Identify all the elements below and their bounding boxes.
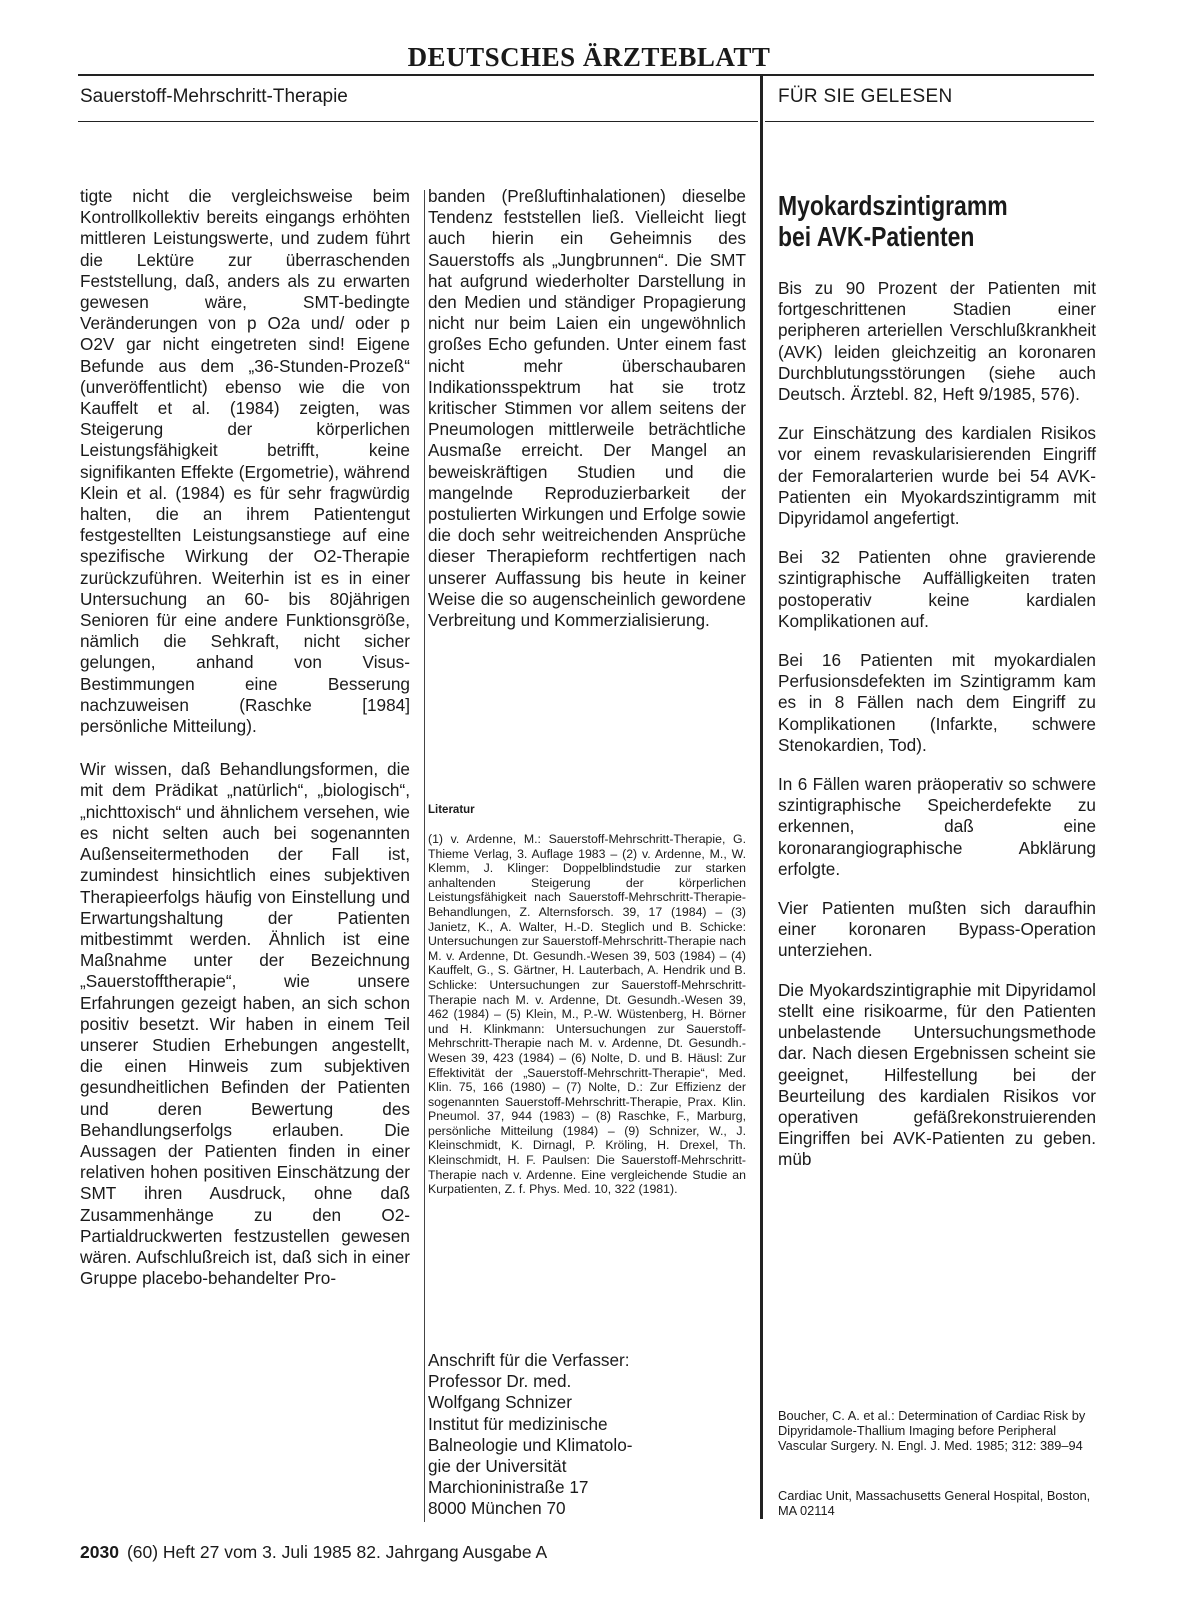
sidebar-reference: Boucher, C. A. et al.: Determination of Cardiac Risk by Dipyridamole-Thallium Imaging before Peripheral Vascular Surgery. N. Engl. J. Med. 1985; 312: 389–94 [778,1408,1086,1453]
masthead: DEUTSCHES ÄRZTEBLATT [407,42,771,72]
sidebar-paragraph: Zur Einschätzung des kardialen Risikos vor einem revaskularisierenden Eingriff der Femoralarterien wurde bei 54 AVK-Patienten ein Myokardszintigramm mit Dipyridamol angefertigt. [778,423,1096,529]
page-footer [80,1542,547,1563]
issue-info: (60) Heft 27 vom 3. Juli 1985 82. Jahrgang Ausgabe A [126,1542,548,1562]
title-line-1: Myokardszintigramm [778,190,1008,221]
page-number: 2030 [80,1542,119,1562]
address-line: Wolfgang Schnizer [428,1392,572,1413]
section-header-left: Sauerstoff-Mehrschritt-Therapie [80,86,348,107]
column-divider-bold [760,74,763,1519]
article-column-1 [80,186,410,1289]
sidebar-paragraph: Die Myokardszintigraphie mit Dipyridamol stellt eine risikoarme, für den Patienten unbelastende Untersuchungsmethode dar. Nach diesen Ergebnissen scheint sie geeignet, Hilfestellung bei der Beurteilung des kardialen Risikos vor operativen gefäßrekonstruierenden Eingriffen bei AVK-Patienten zu geben. müb [778,979,1096,1170]
sidebar-article-title [778,190,1106,252]
address-line: Marchioninistraße 17 [428,1477,589,1498]
address-line: Professor Dr. med. [428,1371,572,1392]
title-line-2: bei AVK-Patienten [778,221,975,252]
literature-list: (1) v. Ardenne, M.: Sauerstoff-Mehrschritt-Therapie, G. Thieme Verlag, 3. Auflage 1983 – (2) v. Ardenne, M., W. Klemm, J. Klinger: Doppelblindstudie zur starken anhaltenden Steigerung der körperlichen Leistungsfähigkeit nach Sauerstoff-Mehrschritt-Therapie-Behandlungen, Z. Alternsforsch. 39, 17 (1984) – (3) Janietz, K., A. Walter, H.-D. Steglich und B. Schicke: Untersuchungen zur Sauerstoff-Mehrschritt-Therapie nach M. v. Ardenne, Dt. Gesundh.-Wesen 39, 503 (1984) – (4) Kauffelt, G., S. Gärtner, H. Lauterbach, A. Hendrik und B. Schlicke: Untersuchungen zur Sauerstoff-Mehrschritt-Therapie nach M. v. Ardenne, Dt. Gesundh.-Wesen 39, 462 (1984) – (5) Klein, M., P.-W. Wüstenberg, H. Börner und H. Klinkmann: Untersuchungen zur Sauerstoff-Mehrschritt-Therapie nach M. v. Ardenne, Dt. Gesundh.-Wesen 39, 423 (1984) – (6) Nolte, D. und B. Häusl: Zur Effektivität der „Sauerstoff-Mehrschritt-Therapie“, Med. Klin. 75, 166 (1980) – (7) Nolte, D.: Zur Effizienz der sogenannten Sauerstoff-Mehrschritt-Therapie, Prax. Klin. Pneumol. 37, 944 (1983) – (8) Raschke, F., Marburg, persönliche Mitteilung (1984) – (9) Schnizer, W., J. Kleinschmidt, K. Dirnagl, P. Kröling, H. Drexel, Th. Kleinschmidt, H. F. Paulsen: Die Sauerstoff-Mehrschritt-Therapie nach v. Ardenne. Eine vergleichende Studie an Kurpatienten, Z. f. Phys. Med. 10, 322 (1981). [428,832,746,1197]
header-rule-left [78,121,758,122]
sidebar-article-body [778,278,1096,1171]
sidebar-paragraph: In 6 Fällen waren präoperativ so schwere szintigraphische Speicherdefekte zu erkennen, daß eine koronarangiographische Abklärung erfolgte. [778,774,1096,879]
sidebar-paragraph: Vier Patienten mußten sich daraufhin einer koronaren Bypass-Operation unterziehen. [778,898,1096,961]
sidebar-paragraph: Bei 32 Patienten ohne gravierende szintigraphische Auffälligkeiten traten postoperativ keine kardialen Komplikationen auf. [778,547,1096,631]
address-line: Institut für medizinische [428,1413,608,1434]
sidebar-affiliation: Cardiac Unit, Massachusetts General Hospital, Boston, MA 02114 [778,1488,1091,1518]
address-line: gie der Universität [428,1456,567,1477]
top-rule [78,74,1094,76]
sidebar-paragraph: Bis zu 90 Prozent der Patienten mit fortgeschrittenen Stadien einer peripheren arteriellen Verschlußkrankheit (AVK) leiden gleichzeitig an koronaren Durchblutungsstörungen (siehe auch Deutsch. Ärztebl. 82, Heft 9/1985, 576). [778,278,1096,405]
literature-heading: Literatur [428,804,475,816]
col1-paragraph-1: tigte nicht die vergleichsweise beim Kontrollkollektiv bereits eingangs erhöhten mittleren Leistungswerte, und zudem führt die Lektüre zur überraschenden Feststellung, daß, anders als zu erwarten gewesen wäre, SMT-bedingte Veränderungen von p O2a und/ oder p O2V gar nicht eingetreten sind! Eigene Befunde aus dem „36-Stunden-Prozeß“ (unveröffentlicht) ebenso wie die von Kauffelt et al. (1984) zeigten, was Steigerung der körperlichen Leistungsfähigkeit betrifft, keine signifikanten Effekte (Ergometrie), während Klein et al. (1984) es für sehr fragwürdig halten, die an ihrem Patientengut festgestellten Leistungsanstiege auf eine spezifische Wirkung der O2-Therapie zurückzuführen. Weiterhin ist es in einer Untersuchung an 60- bis 80jährigen Senioren für eine andere Funktionsgröße, nämlich die Sehkraft, nicht sicher gelungen, anhand von Visus-Bestimmungen eine Besserung nachzuweisen (Raschke [1984] persönliche Mitteilung). [80,186,410,737]
address-line: 8000 München 70 [428,1498,566,1519]
section-header-right: FÜR SIE GELESEN [778,86,953,107]
author-address [428,1350,632,1520]
address-line: Balneologie und Klimatolo- [428,1434,633,1455]
address-line: Anschrift für die Verfasser: [428,1350,630,1370]
header-rule-right [765,121,1094,122]
article-column-2 [428,186,746,631]
sidebar-paragraph: Bei 16 Patienten mit myokardialen Perfusionsdefekten im Szintigramm kam es in 8 Fällen nach dem Eingriff zu Komplikationen (Infarkte, schwere Stenokardien, Tod). [778,650,1096,755]
col2-paragraph-1: banden (Preßluftinhalationen) dieselbe Tendenz feststellen ließ. Vielleicht liegt auch hierin ein Geheimnis des Sauerstoffs als „Jungbrunnen“. Die SMT hat aufgrund wiederholter Darstellung in den Medien und ständiger Propagierung nicht nur beim Laien ein ungewöhnlich großes Echo gefunden. Unter einem fast nicht mehr überschaubaren Indikationsspektrum hat sie trotz kritischer Stimmen vor allem seitens der Pneumologen mittlerweile beträchtliche Ausmaße erreicht. Der Mangel an beweiskräftigen Studien und die mangelnde Reproduzierbarkeit der postulierten Wirkungen und Erfolge sowie die doch sehr weitreichenden Ansprüche dieser Therapieform rechtfertigen nach unserer Auffassung bis heute in keiner Weise die so augenscheinlich gewordene Verbreitung und Kommerzialisierung. [428,186,746,631]
col1-paragraph-2: Wir wissen, daß Behandlungsformen, die mit dem Prädikat „natürlich“, „biologisch“, „nichttoxisch“ und ähnlichem versehen, wie es nicht selten auch bei sogenannten Außenseitermethoden der Fall ist, zumindest hinsichtlich eines subjektiven Therapieerfolgs häufig von Einstellung und Erwartungshaltung der Patienten mitbestimmt werden. Ähnlich ist eine Maßnahme unter der Bezeichnung „Sauerstofftherapie“, wie unsere Erfahrungen gezeigt haben, an sich schon positiv besetzt. Wir haben in einem Teil unserer Studien Erhebungen angestellt, die einen Hinweis zum subjektiven gesundheitlichen Befinden der Patienten und deren Bewertung des Behandlungserfolgs erlauben. Die Aussagen der Patienten finden in einer relativen hohen positiven Einschätzung der SMT ihren Ausdruck, ohne daß Zusammenhänge zu den O2-Partialdruckwerten festzustellen gewesen wären. Aufschlußreich ist, daß sich in einer Gruppe placebo-behandelter Pro- [80,759,410,1289]
column-divider [424,190,425,1522]
